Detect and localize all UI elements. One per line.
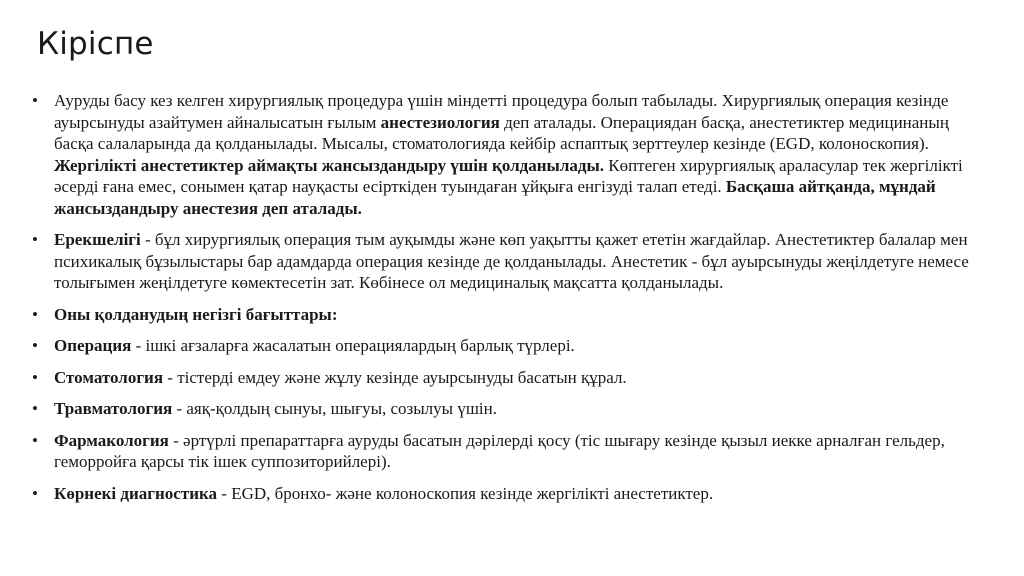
bullet-item [32, 367, 977, 389]
bullet-text: Ауруды басу кез келген хирургиялық процедура үшін міндетті процедура болып табылады. Хирургиялық операция кезінде ауырсынуды азайтумен айналысатын ғылым [54, 91, 949, 132]
bullet-item [32, 335, 977, 357]
bullet-text: Көптеген хирургиялық араласулар тек жергілікті әсерді ғана емес, сонымен қатар науқасты есірткіден туындаған ұйқыға енгізуді талап етеді. [54, 155, 963, 196]
bullet-item [32, 90, 977, 219]
bullet-dot-icon: • [32, 483, 38, 503]
bullet-bold-text: анестезиология [380, 112, 500, 132]
bullet-item [32, 483, 977, 505]
bullet-text: - бұл хирургиялық операция тым ауқымды және көп уақытты қажет ететін жағдайлар. Анестетиктер балалар мен психикалық бұзылыстары бар адамдарда операция кезінде де қолданылады. Анестетик - бұл ауырсынуды жеңілдетуге немесе толығымен жеңілдетуге көмектесетін зат. Көбінесе ол медициналық мақсатта қолданылады. [54, 230, 969, 292]
bullet-bold-text: Травматология [54, 399, 173, 418]
bullet-dot-icon: • [32, 91, 38, 110]
bullet-bold-text: Ерекшелігі [54, 230, 141, 249]
bullet-text: - әртүрлі препараттарға ауруды басатын дәрілерді қосу (тіс шығару кезінде қызыл иекке арналған гельдер, геморройға қарсы тік ішек суппозиторийлері). [54, 430, 945, 471]
bullet-bold-text: Басқаша айтқанда, мұндай жансыздандыру анестезия деп аталады. [54, 177, 936, 218]
bullet-dot-icon: • [32, 336, 38, 355]
bullet-item [32, 229, 977, 294]
bullet-text: - EGD, бронхо- және колоноскопия кезінде жергілікті анестетиктер. [217, 483, 714, 503]
bullet-bold-text: Операция [54, 336, 132, 355]
bullet-bold-text: Көрнекі диагностика [54, 483, 218, 503]
slide-title: Кіріспе [37, 26, 154, 62]
bullet-dot-icon: • [32, 430, 38, 450]
bullet-dot-icon: • [32, 367, 38, 387]
bullet-item [32, 430, 977, 473]
bullet-bold-text: Оны қолданудың негізгі бағыттары: [54, 304, 338, 324]
bullet-item [32, 304, 977, 326]
bullet-dot-icon: • [32, 399, 38, 418]
bullet-text: - аяқ-қолдың сынуы, шығуы, созылуы үшін. [172, 399, 497, 418]
bullet-text: - тістерді емдеу және жұлу кезінде ауырсынуды басатын құрал. [163, 367, 627, 387]
bullet-list [32, 90, 977, 514]
bullet-dot-icon: • [32, 304, 38, 324]
bullet-bold-text: Стоматология [54, 367, 164, 387]
bullet-bold-text: Фармакология [54, 430, 169, 450]
bullet-item [32, 398, 977, 420]
bullet-text: - ішкі ағзаларға жасалатын операциялардың барлық түрлері. [131, 336, 575, 355]
bullet-dot-icon: • [32, 230, 38, 249]
bullet-bold-text: Жергілікті анестетиктер аймақты жансыздандыру үшін қолданылады. [54, 155, 604, 175]
bullet-text: деп аталады. Операциядан басқа, анестетиктер медицинаның басқа салаларында да қолданылады. Мысалы, стоматологияда кейбір аспаптық зерттеулер кезінде (EGD, колоноскопия). [54, 112, 949, 153]
